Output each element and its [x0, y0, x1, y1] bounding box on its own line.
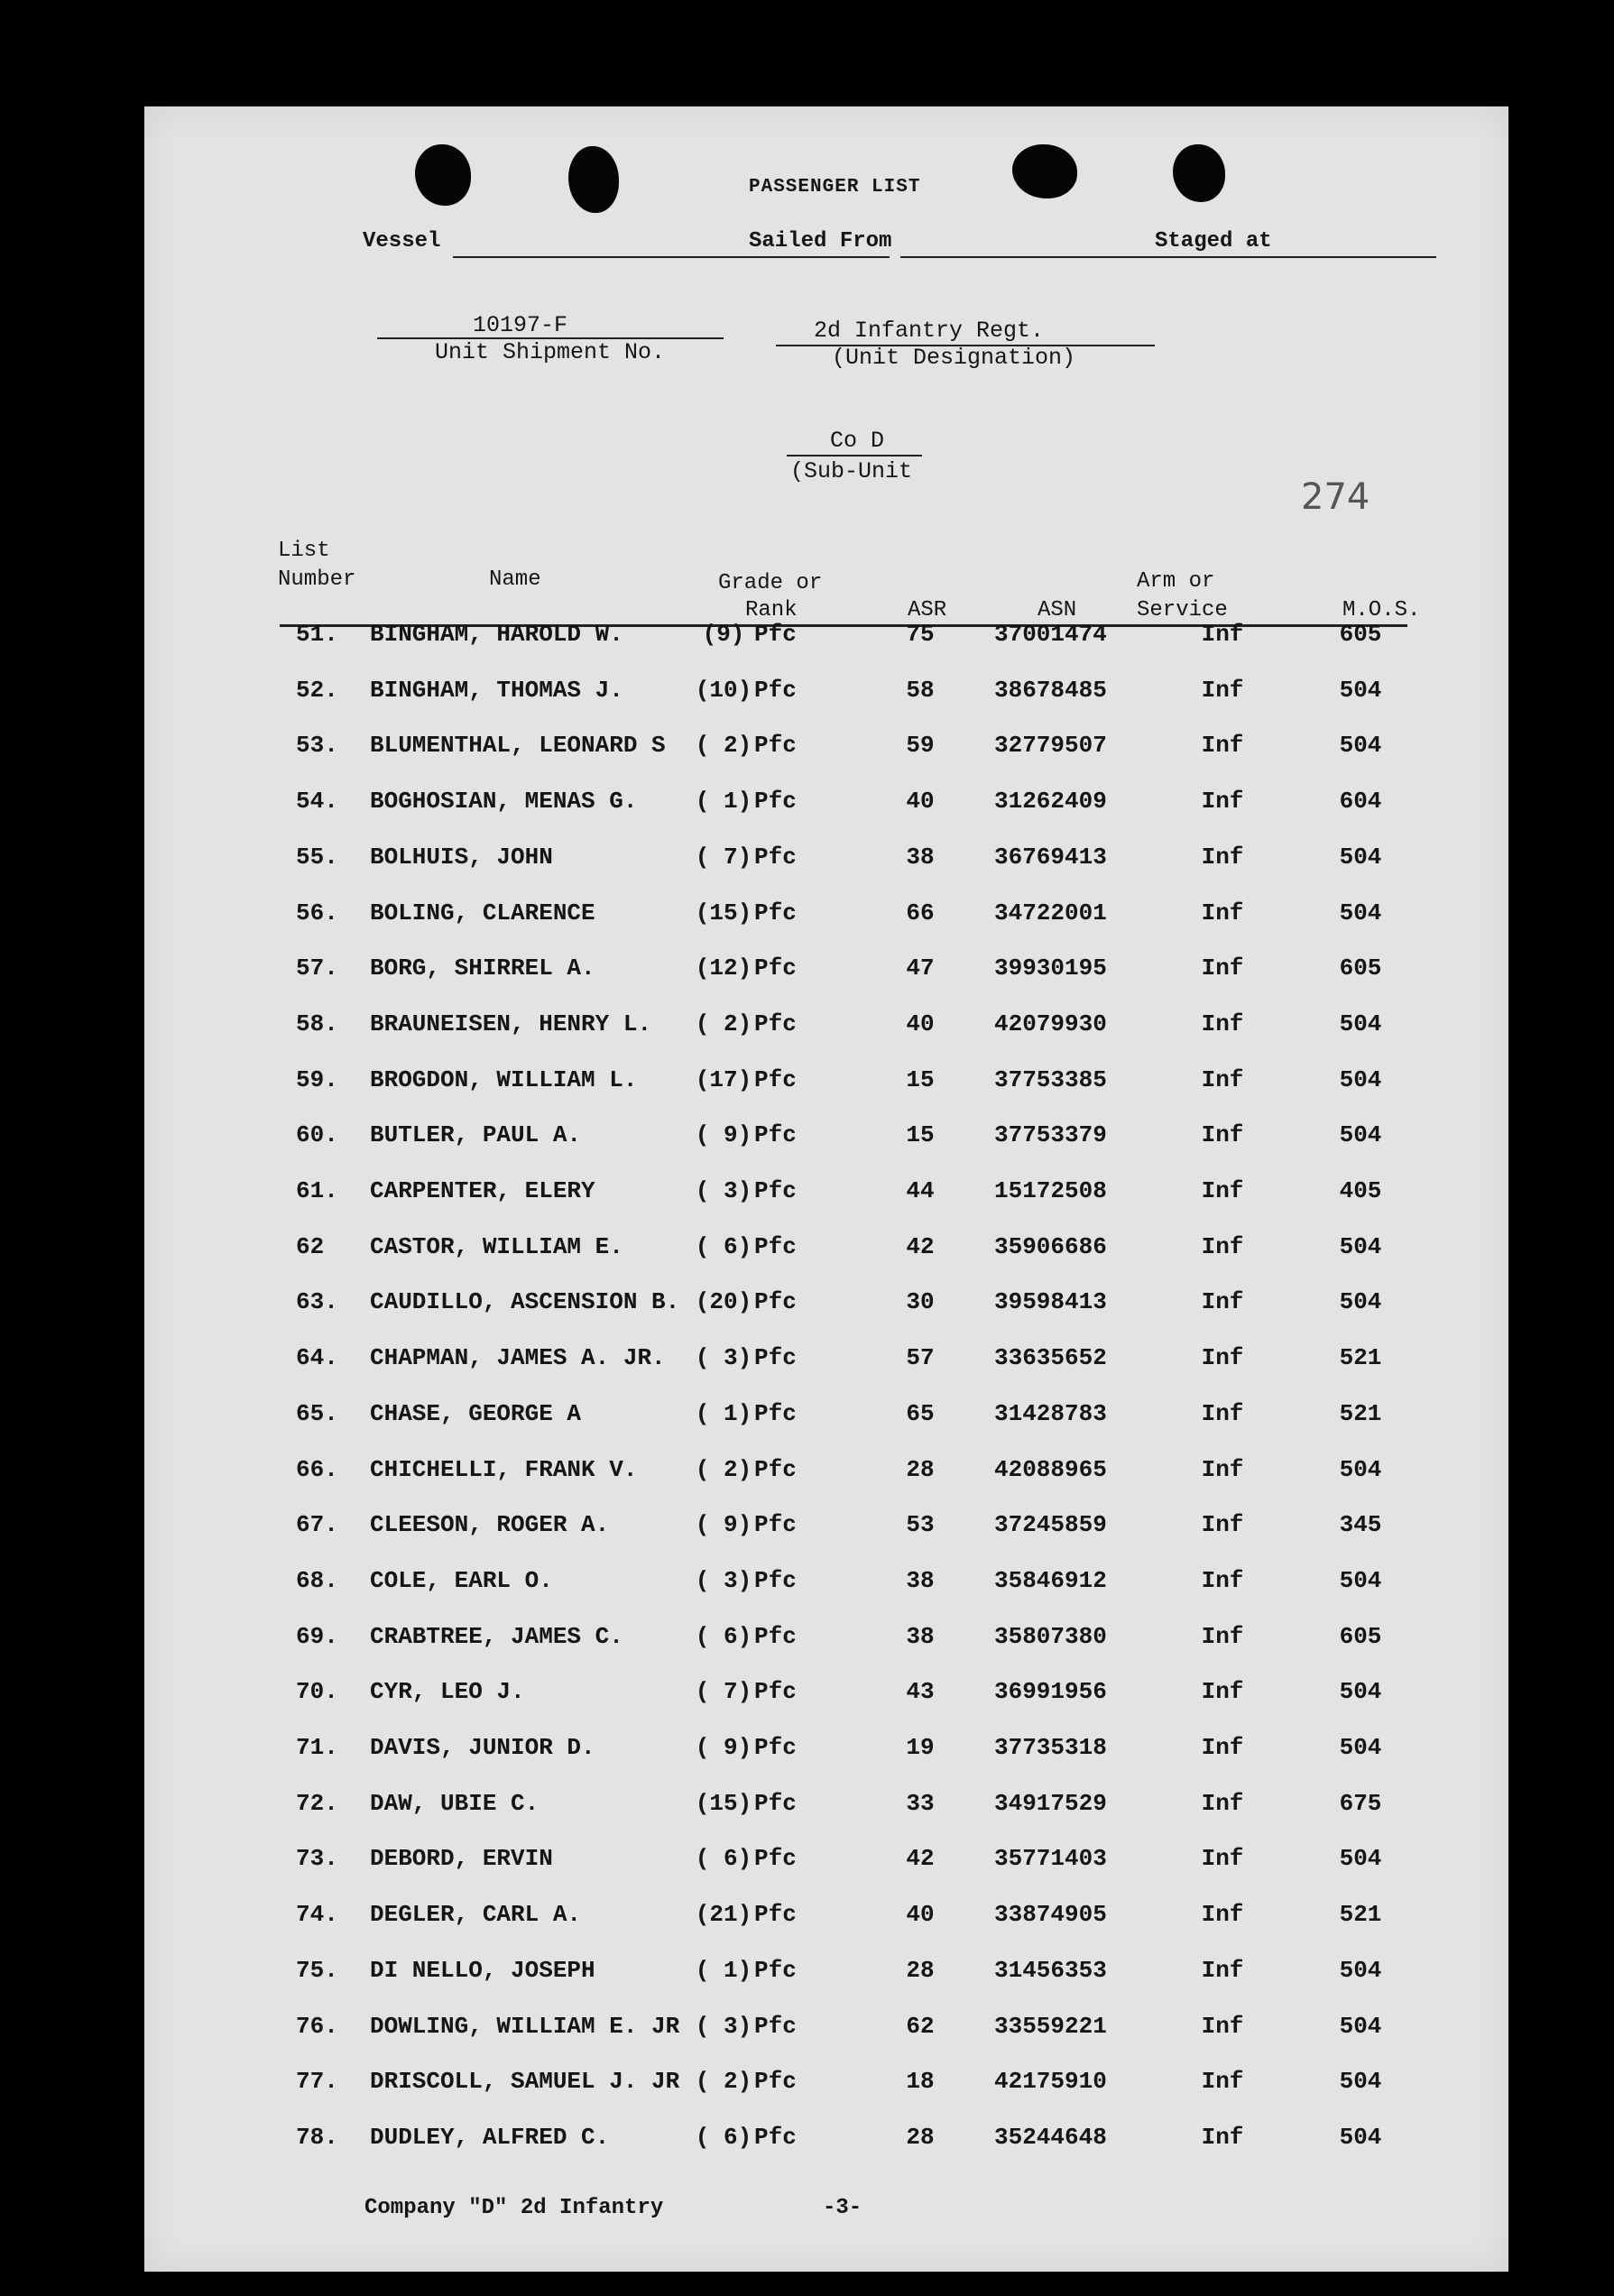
arm-cell: Inf	[1201, 1121, 1244, 1149]
grade-cell: ( 3)	[695, 1344, 752, 1372]
asr-cell: 58	[906, 676, 935, 704]
name-cell: CASTOR, WILLIAM E.	[370, 1232, 623, 1260]
list-number-cell: 77.	[296, 2068, 338, 2096]
asr-cell: 15	[906, 1065, 935, 1093]
arm-cell: Inf	[1201, 1455, 1244, 1483]
mos-cell: 605	[1339, 1622, 1382, 1650]
name-cell: BLUMENTHAL, LEONARD S	[370, 732, 666, 760]
grade-cell: ( 3)	[695, 1177, 752, 1204]
list-number-cell: 62	[296, 1232, 325, 1260]
arm-cell: Inf	[1201, 788, 1244, 816]
col-list-number-2: Number	[278, 567, 356, 592]
name-cell: BOLHUIS, JOHN	[370, 843, 553, 871]
table-row	[144, 1066, 1508, 1122]
table-row	[144, 621, 1508, 677]
mos-cell: 504	[1339, 1734, 1382, 1761]
rank-cell: Pfc	[754, 1177, 797, 1204]
asn-cell: 34722001	[994, 899, 1107, 927]
grade-cell: ( 6)	[695, 1232, 752, 1260]
asr-cell: 38	[906, 1622, 935, 1650]
arm-cell: Inf	[1201, 1010, 1244, 1037]
mos-cell: 521	[1339, 1901, 1382, 1929]
col-asr: ASR	[908, 598, 947, 622]
mos-cell: 604	[1339, 788, 1382, 816]
asn-cell: 33874905	[994, 1901, 1107, 1929]
arm-cell: Inf	[1201, 954, 1244, 982]
list-number-cell: 63.	[296, 1288, 338, 1316]
punch-hole	[415, 144, 471, 206]
list-number-cell: 74.	[296, 1901, 338, 1929]
asn-cell: 15172508	[994, 1177, 1107, 1204]
rank-cell: Pfc	[754, 1121, 797, 1149]
rank-cell: Pfc	[754, 1622, 797, 1650]
sub-unit: Co D	[830, 428, 885, 454]
punch-hole	[1173, 144, 1225, 202]
asn-cell: 34917529	[994, 1789, 1107, 1817]
arm-cell: Inf	[1201, 621, 1244, 648]
name-cell: CAUDILLO, ASCENSION B.	[370, 1288, 680, 1316]
list-number-cell: 66.	[296, 1455, 338, 1483]
asn-cell: 35846912	[994, 1566, 1107, 1594]
mos-cell: 504	[1339, 1845, 1382, 1873]
list-number-cell: 78.	[296, 2123, 338, 2151]
arm-cell: Inf	[1201, 1789, 1244, 1817]
name-cell: CHASE, GEORGE A	[370, 1399, 582, 1427]
asr-cell: 28	[906, 1956, 935, 1984]
table-row	[144, 1177, 1508, 1233]
grade-cell: ( 1)	[695, 1956, 752, 1984]
mos-cell: 521	[1339, 1344, 1382, 1372]
asn-cell: 42175910	[994, 2068, 1107, 2096]
rank-cell: Pfc	[754, 676, 797, 704]
rank-cell: Pfc	[754, 1566, 797, 1594]
grade-cell: ( 1)	[695, 788, 752, 816]
mos-cell: 605	[1339, 954, 1382, 982]
vessel-blank	[453, 256, 890, 258]
mos-cell: 504	[1339, 1065, 1382, 1093]
unit-designation: 2d Infantry Regt.	[814, 318, 1045, 344]
asr-cell: 40	[906, 788, 935, 816]
name-cell: BINGHAM, HAROLD W.	[370, 621, 623, 648]
list-number-cell: 68.	[296, 1566, 338, 1594]
asn-cell: 33559221	[994, 2012, 1107, 2040]
asn-cell: 42088965	[994, 1455, 1107, 1483]
rank-cell: Pfc	[754, 788, 797, 816]
list-number-cell: 55.	[296, 843, 338, 871]
asr-cell: 33	[906, 1789, 935, 1817]
asn-cell: 39598413	[994, 1288, 1107, 1316]
rank-cell: Pfc	[754, 1010, 797, 1037]
asr-cell: 44	[906, 1177, 935, 1204]
grade-cell: ( 9)	[695, 1511, 752, 1539]
table-row	[144, 1567, 1508, 1623]
arm-cell: Inf	[1201, 732, 1244, 760]
asr-cell: 40	[906, 1010, 935, 1037]
mos-cell: 605	[1339, 621, 1382, 648]
grade-cell: (20)	[695, 1288, 752, 1316]
mos-cell: 504	[1339, 843, 1382, 871]
list-number-cell: 76.	[296, 2012, 338, 2040]
rank-cell: Pfc	[754, 1901, 797, 1929]
list-number-cell: 53.	[296, 732, 338, 760]
rank-cell: Pfc	[754, 732, 797, 760]
name-cell: CHICHELLI, FRANK V.	[370, 1455, 638, 1483]
asr-cell: 66	[906, 899, 935, 927]
grade-cell: (9)	[702, 621, 745, 648]
name-cell: BORG, SHIRREL A.	[370, 954, 595, 982]
table-row	[144, 1344, 1508, 1400]
grade-cell: (15)	[695, 1789, 752, 1817]
rank-cell: Pfc	[754, 954, 797, 982]
name-cell: DI NELLO, JOSEPH	[370, 1956, 595, 1984]
footer-page-number: -3-	[823, 2196, 862, 2220]
col-grade-1: Grade or	[718, 571, 823, 595]
table-row	[144, 1734, 1508, 1790]
asn-cell: 37245859	[994, 1511, 1107, 1539]
mos-cell: 504	[1339, 2068, 1382, 2096]
name-cell: CHAPMAN, JAMES A. JR.	[370, 1344, 666, 1372]
table-row	[144, 677, 1508, 733]
rank-cell: Pfc	[754, 1288, 797, 1316]
arm-cell: Inf	[1201, 2012, 1244, 2040]
name-cell: CYR, LEO J.	[370, 1678, 525, 1706]
list-number-cell: 70.	[296, 1678, 338, 1706]
rank-cell: Pfc	[754, 1678, 797, 1706]
arm-cell: Inf	[1201, 1956, 1244, 1984]
unit-shipment-number: 10197-F	[473, 312, 568, 338]
asr-cell: 28	[906, 1455, 935, 1483]
name-cell: CARPENTER, ELERY	[370, 1177, 595, 1204]
arm-cell: Inf	[1201, 899, 1244, 927]
rank-cell: Pfc	[754, 1065, 797, 1093]
grade-cell: ( 3)	[695, 2012, 752, 2040]
arm-cell: Inf	[1201, 1901, 1244, 1929]
rank-cell: Pfc	[754, 1232, 797, 1260]
table-row	[144, 1288, 1508, 1344]
list-number-cell: 67.	[296, 1511, 338, 1539]
arm-cell: Inf	[1201, 1622, 1244, 1650]
name-cell: BINGHAM, THOMAS J.	[370, 676, 623, 704]
form-title: PASSENGER LIST	[749, 177, 921, 198]
rank-cell: Pfc	[754, 1511, 797, 1539]
table-row	[144, 1623, 1508, 1679]
name-cell: BRAUNEISEN, HENRY L.	[370, 1010, 652, 1037]
rank-cell: Pfc	[754, 2068, 797, 2096]
asn-cell: 39930195	[994, 954, 1107, 982]
mos-cell: 504	[1339, 1956, 1382, 1984]
punch-hole	[1012, 144, 1077, 198]
asn-cell: 38678485	[994, 676, 1107, 704]
asr-cell: 18	[906, 2068, 935, 2096]
grade-cell: ( 6)	[695, 2123, 752, 2151]
rank-cell: Pfc	[754, 621, 797, 648]
table-row	[144, 954, 1508, 1010]
mos-cell: 521	[1339, 1399, 1382, 1427]
asr-cell: 38	[906, 843, 935, 871]
arm-cell: Inf	[1201, 1845, 1244, 1873]
asr-cell: 65	[906, 1399, 935, 1427]
arm-cell: Inf	[1201, 2068, 1244, 2096]
mos-cell: 504	[1339, 2123, 1382, 2151]
asn-cell: 32779507	[994, 732, 1107, 760]
name-cell: BOGHOSIAN, MENAS G.	[370, 788, 638, 816]
grade-cell: ( 9)	[695, 1121, 752, 1149]
document-page	[144, 106, 1508, 2272]
asn-cell: 42079930	[994, 1010, 1107, 1037]
mos-cell: 504	[1339, 1678, 1382, 1706]
table-row	[144, 1233, 1508, 1289]
grade-cell: ( 6)	[695, 1845, 752, 1873]
rank-cell: Pfc	[754, 2012, 797, 2040]
asn-cell: 36991956	[994, 1678, 1107, 1706]
arm-cell: Inf	[1201, 1678, 1244, 1706]
grade-cell: ( 2)	[695, 1010, 752, 1037]
table-row	[144, 1121, 1508, 1177]
grade-cell: ( 9)	[695, 1734, 752, 1761]
table-row	[144, 1845, 1508, 1901]
arm-cell: Inf	[1201, 1344, 1244, 1372]
rank-cell: Pfc	[754, 1344, 797, 1372]
rank-cell: Pfc	[754, 2123, 797, 2151]
name-cell: COLE, EARL O.	[370, 1566, 553, 1594]
list-number-cell: 57.	[296, 954, 338, 982]
table-row	[144, 1901, 1508, 1957]
table-row	[144, 1010, 1508, 1066]
footer-company: Company "D" 2d Infantry	[364, 2196, 664, 2220]
staged-at-label: Staged at	[1155, 229, 1272, 254]
list-number-cell: 64.	[296, 1344, 338, 1372]
unit-shipment-caption: Unit Shipment No.	[435, 339, 666, 365]
asn-cell: 37753385	[994, 1065, 1107, 1093]
mos-cell: 504	[1339, 2012, 1382, 2040]
arm-cell: Inf	[1201, 1065, 1244, 1093]
list-number-cell: 72.	[296, 1789, 338, 1817]
rank-cell: Pfc	[754, 1734, 797, 1761]
list-number-cell: 58.	[296, 1010, 338, 1037]
asr-cell: 59	[906, 732, 935, 760]
table-row	[144, 1511, 1508, 1567]
asr-cell: 28	[906, 2123, 935, 2151]
asn-cell: 37753379	[994, 1121, 1107, 1149]
grade-cell: (10)	[695, 676, 752, 704]
arm-cell: Inf	[1201, 843, 1244, 871]
mos-cell: 504	[1339, 1010, 1382, 1037]
col-grade-2: Rank	[745, 598, 798, 622]
grade-cell: ( 7)	[695, 843, 752, 871]
sailed-from-label: Sailed From	[749, 229, 892, 254]
list-number-cell: 56.	[296, 899, 338, 927]
name-cell: DEBORD, ERVIN	[370, 1845, 553, 1873]
grade-cell: ( 2)	[695, 732, 752, 760]
unit-designation-caption: (Unit Designation)	[832, 345, 1076, 371]
table-row	[144, 2013, 1508, 2069]
name-cell: CLEESON, ROGER A.	[370, 1511, 610, 1539]
name-cell: DUDLEY, ALFRED C.	[370, 2123, 610, 2151]
list-number-cell: 51.	[296, 621, 338, 648]
list-number-cell: 73.	[296, 1845, 338, 1873]
col-mos: M.O.S.	[1342, 598, 1421, 622]
mos-cell: 504	[1339, 732, 1382, 760]
asr-cell: 15	[906, 1121, 935, 1149]
mos-cell: 504	[1339, 676, 1382, 704]
arm-cell: Inf	[1201, 1566, 1244, 1594]
col-asn: ASN	[1038, 598, 1077, 622]
asn-cell: 35807380	[994, 1622, 1107, 1650]
table-row	[144, 1678, 1508, 1734]
col-arm-2: Service	[1137, 598, 1228, 622]
table-row	[144, 1957, 1508, 2013]
asn-cell: 35771403	[994, 1845, 1107, 1873]
asr-cell: 42	[906, 1845, 935, 1873]
asr-cell: 62	[906, 2012, 935, 2040]
asn-cell: 31428783	[994, 1399, 1107, 1427]
arm-cell: Inf	[1201, 1288, 1244, 1316]
rank-cell: Pfc	[754, 1455, 797, 1483]
list-number-cell: 59.	[296, 1065, 338, 1093]
asr-cell: 30	[906, 1288, 935, 1316]
arm-cell: Inf	[1201, 1232, 1244, 1260]
name-cell: CRABTREE, JAMES C.	[370, 1622, 623, 1650]
mos-cell: 504	[1339, 1455, 1382, 1483]
asn-cell: 35906686	[994, 1232, 1107, 1260]
table-row	[144, 788, 1508, 844]
table-row	[144, 2068, 1508, 2124]
asn-cell: 31456353	[994, 1956, 1107, 1984]
grade-cell: ( 2)	[695, 2068, 752, 2096]
asr-cell: 38	[906, 1566, 935, 1594]
asn-cell: 35244648	[994, 2123, 1107, 2151]
asr-cell: 57	[906, 1344, 935, 1372]
arm-cell: Inf	[1201, 1399, 1244, 1427]
grade-cell: (17)	[695, 1065, 752, 1093]
grade-cell: ( 2)	[695, 1455, 752, 1483]
list-number-cell: 69.	[296, 1622, 338, 1650]
table-row	[144, 2124, 1508, 2180]
table-row	[144, 899, 1508, 955]
col-arm-1: Arm or	[1137, 569, 1215, 594]
asn-cell: 37001474	[994, 621, 1107, 648]
rank-cell: Pfc	[754, 843, 797, 871]
mos-cell: 675	[1339, 1789, 1382, 1817]
name-cell: DEGLER, CARL A.	[370, 1901, 582, 1929]
arm-cell: Inf	[1201, 1177, 1244, 1204]
list-number-cell: 52.	[296, 676, 338, 704]
asn-cell: 36769413	[994, 843, 1107, 871]
table-row	[144, 844, 1508, 899]
rank-cell: Pfc	[754, 1956, 797, 1984]
list-number-cell: 71.	[296, 1734, 338, 1761]
asn-cell: 33635652	[994, 1344, 1107, 1372]
grade-cell: (12)	[695, 954, 752, 982]
list-number-cell: 54.	[296, 788, 338, 816]
asr-cell: 43	[906, 1678, 935, 1706]
list-number-cell: 65.	[296, 1399, 338, 1427]
mos-cell: 504	[1339, 1232, 1382, 1260]
sailed-from-blank	[900, 256, 1290, 258]
asr-cell: 53	[906, 1511, 935, 1539]
staged-at-blank	[1283, 256, 1436, 258]
sub-unit-line	[787, 455, 922, 456]
name-cell: BROGDON, WILLIAM L.	[370, 1065, 638, 1093]
col-list-number-1: List	[278, 539, 330, 563]
page-stamp-number: 274	[1301, 476, 1370, 518]
grade-cell: ( 1)	[695, 1399, 752, 1427]
table-row	[144, 1400, 1508, 1456]
name-cell: DAVIS, JUNIOR D.	[370, 1734, 595, 1761]
rank-cell: Pfc	[754, 1399, 797, 1427]
name-cell: DOWLING, WILLIAM E. JR	[370, 2012, 680, 2040]
grade-cell: (15)	[695, 899, 752, 927]
arm-cell: Inf	[1201, 1734, 1244, 1761]
name-cell: BOLING, CLARENCE	[370, 899, 595, 927]
grade-cell: ( 6)	[695, 1622, 752, 1650]
rank-cell: Pfc	[754, 1845, 797, 1873]
table-row	[144, 1456, 1508, 1512]
list-number-cell: 75.	[296, 1956, 338, 1984]
grade-cell: ( 7)	[695, 1678, 752, 1706]
list-number-cell: 60.	[296, 1121, 338, 1149]
mos-cell: 504	[1339, 1288, 1382, 1316]
grade-cell: (21)	[695, 1901, 752, 1929]
table-row	[144, 732, 1508, 788]
name-cell: BUTLER, PAUL A.	[370, 1121, 582, 1149]
name-cell: DRISCOLL, SAMUEL J. JR	[370, 2068, 680, 2096]
asr-cell: 47	[906, 954, 935, 982]
col-name: Name	[489, 567, 541, 592]
vessel-label: Vessel	[363, 229, 441, 254]
grade-cell: ( 3)	[695, 1566, 752, 1594]
mos-cell: 504	[1339, 1121, 1382, 1149]
arm-cell: Inf	[1201, 676, 1244, 704]
arm-cell: Inf	[1201, 2123, 1244, 2151]
punch-hole	[568, 146, 619, 213]
mos-cell: 504	[1339, 1566, 1382, 1594]
mos-cell: 405	[1339, 1177, 1382, 1204]
name-cell: DAW, UBIE C.	[370, 1789, 540, 1817]
asr-cell: 75	[906, 621, 935, 648]
asn-cell: 31262409	[994, 788, 1107, 816]
asr-cell: 19	[906, 1734, 935, 1761]
mos-cell: 345	[1339, 1511, 1382, 1539]
asr-cell: 42	[906, 1232, 935, 1260]
rank-cell: Pfc	[754, 1789, 797, 1817]
list-number-cell: 61.	[296, 1177, 338, 1204]
arm-cell: Inf	[1201, 1511, 1244, 1539]
rank-cell: Pfc	[754, 899, 797, 927]
sub-unit-caption: (Sub-Unit	[790, 458, 913, 484]
asn-cell: 37735318	[994, 1734, 1107, 1761]
table-row	[144, 1790, 1508, 1846]
mos-cell: 504	[1339, 899, 1382, 927]
asr-cell: 40	[906, 1901, 935, 1929]
